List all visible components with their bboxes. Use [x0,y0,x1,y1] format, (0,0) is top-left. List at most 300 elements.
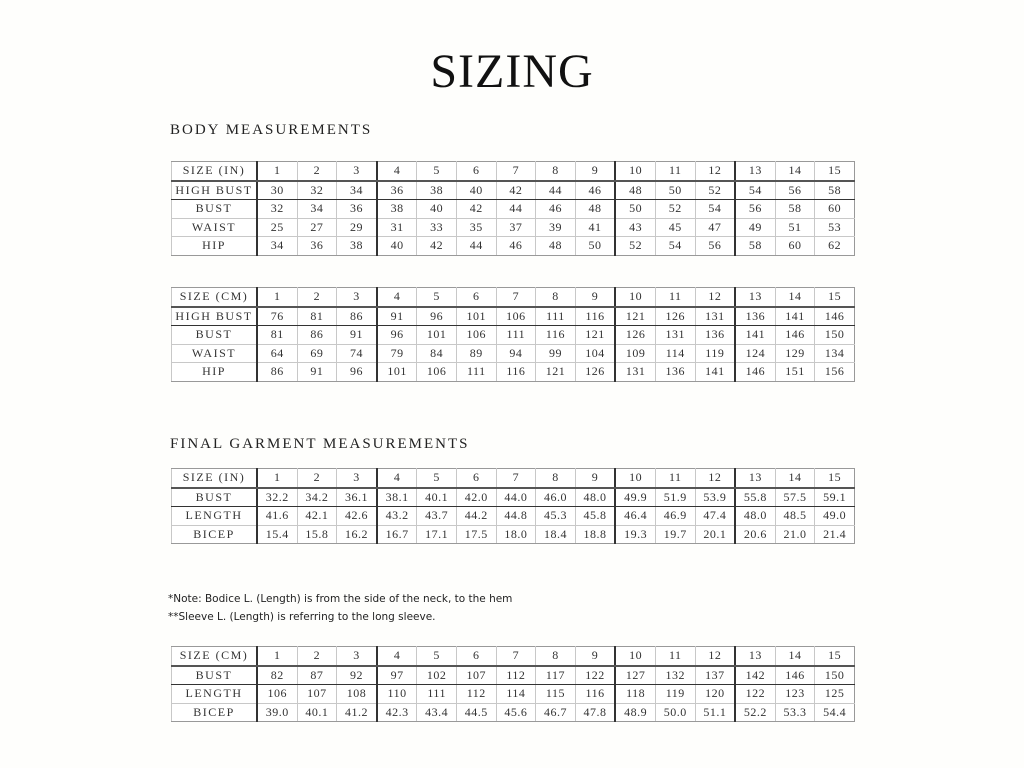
table-row [172,326,855,345]
table-cell: 131 [655,326,695,345]
table-cell: 142 [735,666,775,685]
row-label: SIZE (CM) [172,288,258,307]
table-cell: 44.0 [496,488,536,507]
table-cell: 43.2 [377,507,417,526]
table-cell: 41.2 [337,703,377,722]
table-row [172,237,855,256]
table-cell: 4 [377,469,417,488]
table-cell: 10 [615,469,655,488]
table-cell: 6 [456,647,496,666]
table-cell: 45.8 [575,507,615,526]
table-cell: 50 [615,200,655,219]
table-cell: 34.2 [297,488,337,507]
table-cell: 36 [297,237,337,256]
table-cell: 40.1 [297,703,337,722]
table-cell: 108 [337,685,377,704]
table-cell: 52.2 [735,703,775,722]
garment-measurements-in-table [171,468,855,544]
table-cell: 122 [735,685,775,704]
table-cell: 55.8 [735,488,775,507]
table-cell: 112 [496,666,536,685]
table-cell: 38 [377,200,417,219]
table-cell: 56 [735,200,775,219]
table-cell: 91 [377,307,417,326]
page-title: SIZING [430,45,594,98]
table-row [172,488,855,507]
table-header-row [172,647,855,666]
table-cell: 42.6 [337,507,377,526]
table-cell: 126 [575,363,615,382]
table-cell: 92 [337,666,377,685]
table-cell: 141 [695,363,735,382]
table-cell: 109 [615,344,655,363]
table-cell: 79 [377,344,417,363]
table-cell: 131 [615,363,655,382]
table-cell: 15 [815,288,855,307]
table-cell: 86 [337,307,377,326]
table-cell: 91 [337,326,377,345]
table-cell: 107 [456,666,496,685]
table-cell: 5 [417,647,457,666]
table-cell: 48.5 [775,507,815,526]
table-cell: 48 [575,200,615,219]
table-cell: 1 [257,162,297,181]
row-label: HIP [172,363,258,382]
table-cell: 7 [496,647,536,666]
table-cell: 52 [695,181,735,200]
table-cell: 86 [257,363,297,382]
table-cell: 14 [775,288,815,307]
table-cell: 124 [735,344,775,363]
table-cell: 36 [337,200,377,219]
table-cell: 48 [615,181,655,200]
table-cell: 12 [695,469,735,488]
table-cell: 10 [615,162,655,181]
table-cell: 99 [536,344,576,363]
table-cell: 12 [695,288,735,307]
table-cell: 15 [815,647,855,666]
notes [168,590,512,626]
final-garment-measurements-heading: FINAL GARMENT MEASUREMENTS [170,436,470,452]
table-cell: 146 [775,666,815,685]
table-cell: 101 [377,363,417,382]
table-cell: 125 [815,685,855,704]
table-cell: 118 [615,685,655,704]
table-cell: 146 [775,326,815,345]
table-row [172,363,855,382]
row-label: BICEP [172,703,258,722]
sleeve-length-note: **Sleeve L. (Length) is referring to the long sleeve. [168,611,436,623]
table-cell: 64 [257,344,297,363]
table-cell: 9 [575,469,615,488]
table-cell: 119 [655,685,695,704]
table-cell: 11 [655,162,695,181]
table-cell: 18.8 [575,525,615,544]
table-cell: 44.8 [496,507,536,526]
table-row [172,685,855,704]
table-cell: 127 [615,666,655,685]
table-cell: 49 [735,218,775,237]
table-cell: 150 [815,326,855,345]
table-cell: 6 [456,469,496,488]
table-cell: 7 [496,288,536,307]
table-cell: 1 [257,288,297,307]
table-cell: 41.6 [257,507,297,526]
table-cell: 151 [775,363,815,382]
table-cell: 30 [257,181,297,200]
table-cell: 19.7 [655,525,695,544]
table-cell: 11 [655,469,695,488]
table-cell: 43.4 [417,703,457,722]
table-cell: 110 [377,685,417,704]
table-cell: 112 [456,685,496,704]
table-cell: 16.2 [337,525,377,544]
table-cell: 18.0 [496,525,536,544]
table-cell: 132 [655,666,695,685]
table-cell: 141 [775,307,815,326]
table-row [172,200,855,219]
table-cell: 42 [456,200,496,219]
row-label: BUST [172,488,258,507]
table-cell: 58 [815,181,855,200]
table-cell: 37 [496,218,536,237]
table-cell: 7 [496,469,536,488]
table-cell: 15 [815,469,855,488]
table-cell: 43 [615,218,655,237]
table-cell: 58 [735,237,775,256]
table-cell: 106 [417,363,457,382]
table-cell: 59.1 [815,488,855,507]
table-cell: 32 [297,181,337,200]
table-cell: 13 [735,469,775,488]
table-cell: 13 [735,288,775,307]
table-cell: 16.7 [377,525,417,544]
table-cell: 60 [775,237,815,256]
row-label: WAIST [172,344,258,363]
table-cell: 122 [575,666,615,685]
table-header-row [172,469,855,488]
table-cell: 46 [575,181,615,200]
table-cell: 38 [337,237,377,256]
table-cell: 6 [456,162,496,181]
table-cell: 136 [735,307,775,326]
table-cell: 32 [257,200,297,219]
table-cell: 106 [496,307,536,326]
table-cell: 40.1 [417,488,457,507]
table-cell: 11 [655,288,695,307]
table-cell: 96 [377,326,417,345]
table-cell: 42 [496,181,536,200]
table-cell: 50.0 [655,703,695,722]
table-cell: 91 [297,363,337,382]
table-cell: 34 [297,200,337,219]
garment-measurements-cm-table [171,646,855,722]
table-cell: 52 [615,237,655,256]
table-cell: 44 [536,181,576,200]
table-cell: 60 [815,200,855,219]
table-cell: 12 [695,162,735,181]
table-cell: 9 [575,162,615,181]
table-cell: 34 [257,237,297,256]
table-cell: 35 [456,218,496,237]
table-cell: 3 [337,288,377,307]
table-row [172,181,855,200]
table-cell: 40 [456,181,496,200]
table-cell: 131 [695,307,735,326]
table-cell: 141 [735,326,775,345]
table-cell: 54 [655,237,695,256]
table-cell: 10 [615,647,655,666]
table-cell: 2 [297,647,337,666]
table-row [172,507,855,526]
row-label: BUST [172,666,258,685]
table-cell: 21.4 [815,525,855,544]
table-cell: 29 [337,218,377,237]
table-cell: 96 [337,363,377,382]
table-cell: 111 [417,685,457,704]
table-cell: 84 [417,344,457,363]
table-cell: 25 [257,218,297,237]
table-cell: 50 [575,237,615,256]
table-cell: 111 [456,363,496,382]
table-cell: 136 [655,363,695,382]
table-cell: 57.5 [775,488,815,507]
table-cell: 56 [775,181,815,200]
row-label: BICEP [172,525,258,544]
table-cell: 3 [337,469,377,488]
table-cell: 38 [417,181,457,200]
table-cell: 20.1 [695,525,735,544]
table-cell: 49.9 [615,488,655,507]
table-cell: 134 [815,344,855,363]
body-measurements-heading: BODY MEASUREMENTS [170,122,373,138]
table-cell: 82 [257,666,297,685]
table-cell: 86 [297,326,337,345]
table-cell: 48.0 [735,507,775,526]
table-cell: 87 [297,666,337,685]
table-cell: 14 [775,647,815,666]
table-row [172,344,855,363]
table-cell: 49.0 [815,507,855,526]
table-cell: 69 [297,344,337,363]
body-measurements-in-table [171,161,855,256]
table-cell: 15.8 [297,525,337,544]
table-cell: 15.4 [257,525,297,544]
table-cell: 21.0 [775,525,815,544]
table-cell: 56 [695,237,735,256]
table-cell: 7 [496,162,536,181]
table-cell: 123 [775,685,815,704]
table-cell: 9 [575,647,615,666]
table-cell: 81 [297,307,337,326]
table-cell: 8 [536,647,576,666]
table-cell: 19.3 [615,525,655,544]
table-cell: 53 [815,218,855,237]
table-cell: 121 [575,326,615,345]
table-cell: 5 [417,162,457,181]
table-cell: 36 [377,181,417,200]
table-cell: 11 [655,647,695,666]
table-cell: 17.5 [456,525,496,544]
table-cell: 47.4 [695,507,735,526]
table-cell: 114 [496,685,536,704]
table-cell: 51.1 [695,703,735,722]
table-cell: 31 [377,218,417,237]
table-cell: 3 [337,647,377,666]
table-cell: 4 [377,162,417,181]
table-cell: 39 [536,218,576,237]
table-cell: 120 [695,685,735,704]
table-cell: 5 [417,288,457,307]
table-cell: 74 [337,344,377,363]
table-cell: 38.1 [377,488,417,507]
table-row [172,666,855,685]
row-label: LENGTH [172,685,258,704]
table-cell: 3 [337,162,377,181]
table-cell: 2 [297,162,337,181]
table-cell: 4 [377,288,417,307]
table-cell: 44.5 [456,703,496,722]
table-cell: 45.3 [536,507,576,526]
table-cell: 14 [775,162,815,181]
table-cell: 48.9 [615,703,655,722]
table-cell: 42.3 [377,703,417,722]
table-cell: 107 [297,685,337,704]
table-cell: 47.8 [575,703,615,722]
table-cell: 12 [695,647,735,666]
table-cell: 129 [775,344,815,363]
table-row [172,307,855,326]
table-cell: 46.0 [536,488,576,507]
table-cell: 50 [655,181,695,200]
table-cell: 13 [735,162,775,181]
table-cell: 48.0 [575,488,615,507]
table-cell: 45 [655,218,695,237]
table-cell: 104 [575,344,615,363]
table-cell: 54 [735,181,775,200]
table-row [172,525,855,544]
table-cell: 47 [695,218,735,237]
table-cell: 9 [575,288,615,307]
table-cell: 46.4 [615,507,655,526]
table-cell: 51.9 [655,488,695,507]
row-label: WAIST [172,218,258,237]
table-cell: 33 [417,218,457,237]
bodice-length-note: *Note: Bodice L. (Length) is from the side of the neck, to the hem [168,593,513,605]
table-cell: 46 [496,237,536,256]
table-cell: 117 [536,666,576,685]
table-cell: 119 [695,344,735,363]
table-cell: 53.3 [775,703,815,722]
row-label: SIZE (CM) [172,647,258,666]
table-cell: 20.6 [735,525,775,544]
table-cell: 101 [417,326,457,345]
table-cell: 62 [815,237,855,256]
table-cell: 46 [536,200,576,219]
table-cell: 97 [377,666,417,685]
table-row [172,218,855,237]
row-label: HIGH BUST [172,181,258,200]
table-cell: 40 [377,237,417,256]
table-cell: 111 [536,307,576,326]
table-cell: 44.2 [456,507,496,526]
table-header-row [172,162,855,181]
table-cell: 41 [575,218,615,237]
table-cell: 121 [536,363,576,382]
table-cell: 137 [695,666,735,685]
table-cell: 48 [536,237,576,256]
table-cell: 102 [417,666,457,685]
table-cell: 32.2 [257,488,297,507]
table-cell: 146 [735,363,775,382]
row-label: HIGH BUST [172,307,258,326]
body-measurements-cm-table [171,287,855,382]
table-cell: 146 [815,307,855,326]
table-cell: 4 [377,647,417,666]
row-label: SIZE (IN) [172,162,258,181]
table-cell: 6 [456,288,496,307]
table-cell: 14 [775,469,815,488]
table-cell: 1 [257,647,297,666]
table-cell: 54.4 [815,703,855,722]
table-cell: 106 [456,326,496,345]
table-cell: 34 [337,181,377,200]
table-cell: 81 [257,326,297,345]
table-cell: 136 [695,326,735,345]
table-cell: 114 [655,344,695,363]
table-cell: 96 [417,307,457,326]
table-cell: 2 [297,469,337,488]
table-cell: 52 [655,200,695,219]
table-cell: 8 [536,162,576,181]
row-label: SIZE (IN) [172,469,258,488]
table-cell: 5 [417,469,457,488]
row-label: BUST [172,326,258,345]
table-cell: 116 [575,685,615,704]
table-cell: 111 [496,326,536,345]
table-cell: 13 [735,647,775,666]
table-cell: 45.6 [496,703,536,722]
table-cell: 39.0 [257,703,297,722]
table-cell: 8 [536,288,576,307]
table-cell: 17.1 [417,525,457,544]
table-cell: 18.4 [536,525,576,544]
table-cell: 106 [257,685,297,704]
table-cell: 46.9 [655,507,695,526]
table-cell: 1 [257,469,297,488]
table-cell: 10 [615,288,655,307]
table-cell: 101 [456,307,496,326]
table-cell: 42.0 [456,488,496,507]
table-cell: 76 [257,307,297,326]
table-cell: 51 [775,218,815,237]
table-cell: 44 [496,200,536,219]
table-cell: 42.1 [297,507,337,526]
table-cell: 126 [655,307,695,326]
table-cell: 40 [417,200,457,219]
table-cell: 58 [775,200,815,219]
table-cell: 43.7 [417,507,457,526]
table-cell: 36.1 [337,488,377,507]
table-cell: 53.9 [695,488,735,507]
table-cell: 94 [496,344,536,363]
table-cell: 89 [456,344,496,363]
table-cell: 126 [615,326,655,345]
table-cell: 27 [297,218,337,237]
table-cell: 116 [536,326,576,345]
table-cell: 2 [297,288,337,307]
table-cell: 8 [536,469,576,488]
